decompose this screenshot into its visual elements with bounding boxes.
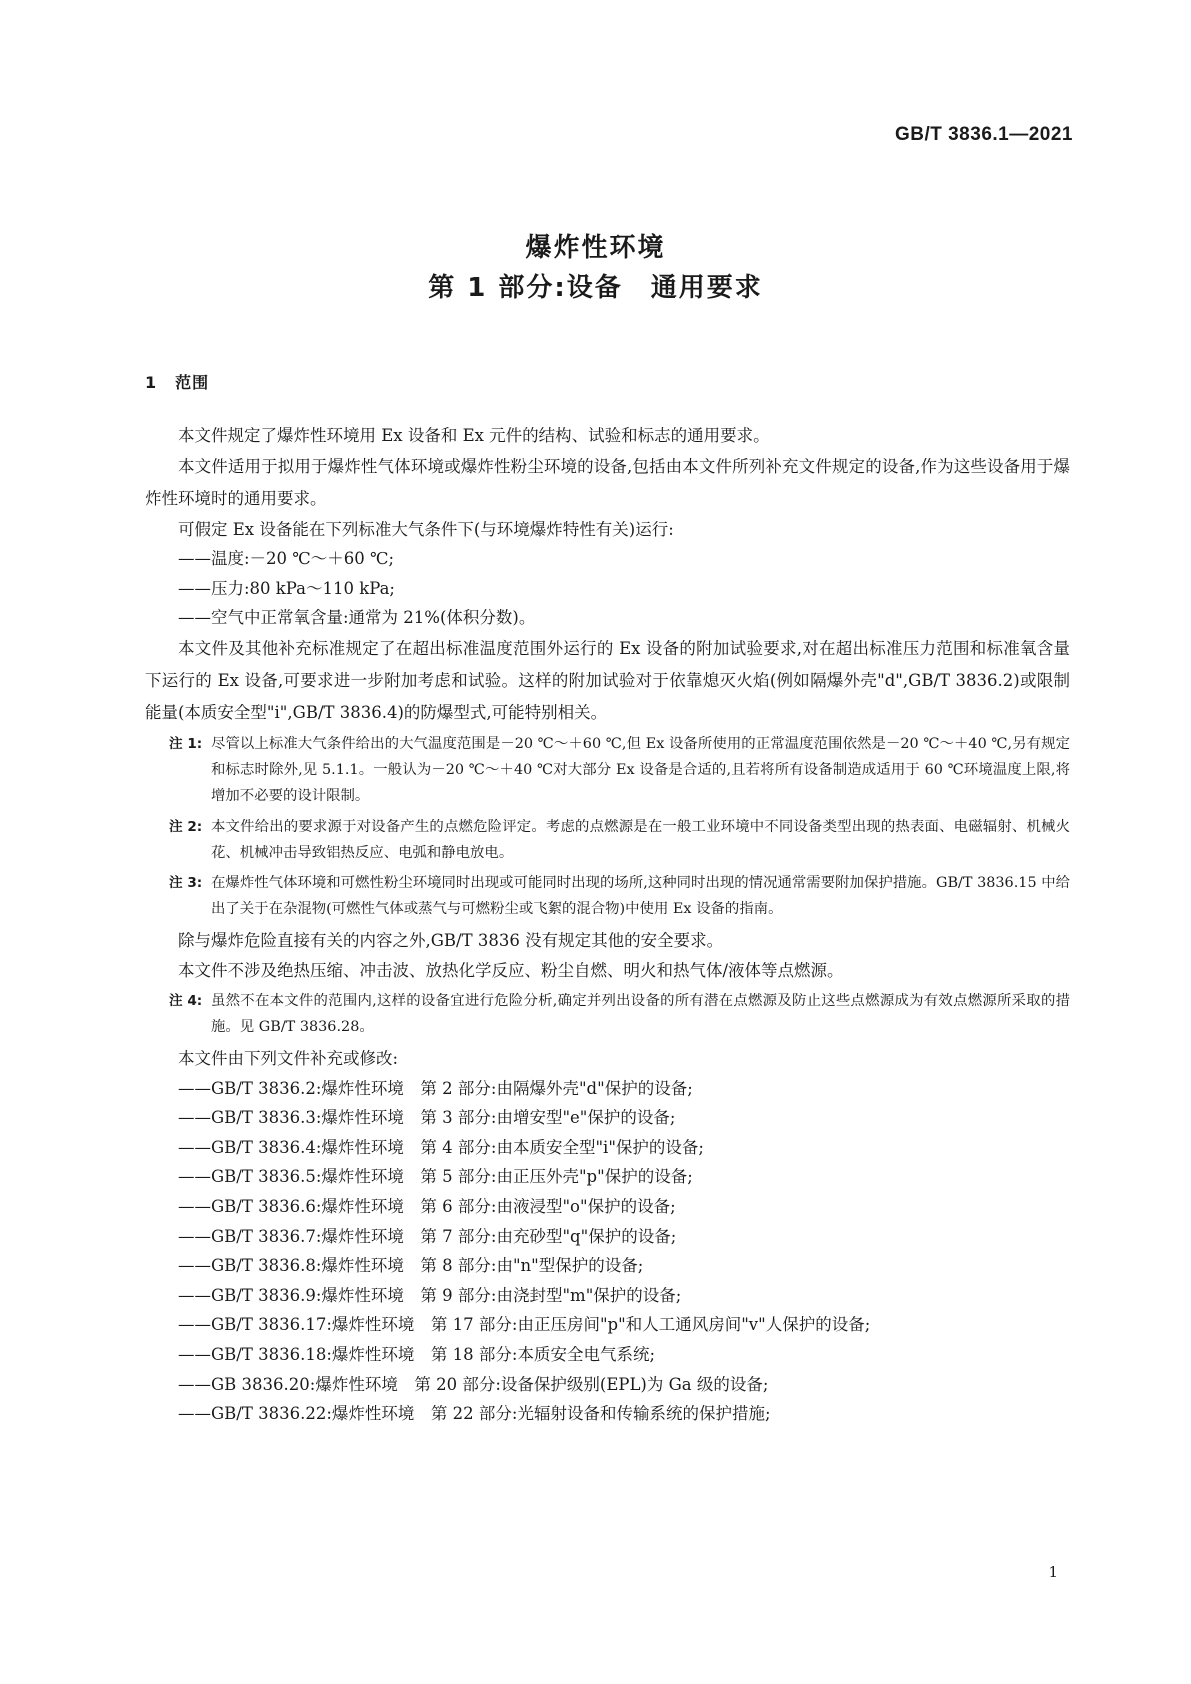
note-text: 尽管以上标准大气条件给出的大气温度范围是－20 ℃～＋60 ℃,但 Ex 设备所使用的正常温度范围依然是－20 ℃～＋40 ℃,另有规定和标志时除外,见 5.1.1。一般认为－20 ℃～＋40 ℃对大部分 Ex 设备是合适的,且若将所有设备制造成适用于 60 ℃环境温度上限,将增加不必要的设计限制。	[211, 735, 1070, 805]
paragraph-7: 本文件由下列文件补充或修改:	[178, 1048, 399, 1068]
paragraph-2: 本文件适用于拟用于爆炸性气体环境或爆炸性粉尘环境的设备,包括由本文件所列补充文件规定的设备,作为这些设备用于爆炸性环境时的通用要求。	[145, 456, 1070, 508]
document-title	[0, 228, 1191, 308]
note-label: 注 2:	[169, 818, 203, 835]
scope-body	[145, 421, 1070, 1429]
paragraph-6: 本文件不涉及绝热压缩、冲击波、放热化学反应、粉尘自燃、明火和热气体/液体等点燃源。	[178, 960, 844, 980]
supplement-item: ——GB/T 3836.17:爆炸性环境 第 17 部分:由正压房间"p"和人工通风房间"v"人保护的设备;	[178, 1315, 871, 1335]
supplement-item: ——GB/T 3836.2:爆炸性环境 第 2 部分:由隔爆外壳"d"保护的设备;	[178, 1078, 693, 1098]
note-label: 注 3:	[169, 874, 203, 891]
page-number: 1	[1048, 1563, 1058, 1581]
supplement-item: ——GB/T 3836.3:爆炸性环境 第 3 部分:由增安型"e"保护的设备;	[178, 1108, 676, 1128]
section-title: 范围	[175, 373, 210, 392]
supplement-item: ——GB/T 3836.7:爆炸性环境 第 7 部分:由充砂型"q"保护的设备;	[178, 1226, 677, 1246]
note-4	[145, 988, 1070, 1040]
note-label: 注 4:	[169, 992, 203, 1009]
paragraph-3: 可假定 Ex 设备能在下列标准大气条件下(与环境爆炸特性有关)运行:	[178, 519, 674, 539]
supplement-item: ——GB/T 3836.9:爆炸性环境 第 9 部分:由浇封型"m"保护的设备;	[178, 1285, 682, 1305]
supplement-item: ——GB 3836.20:爆炸性环境 第 20 部分:设备保护级别(EPL)为 Ga 级的设备;	[178, 1374, 769, 1394]
paragraph-4: 本文件及其他补充标准规定了在超出标准温度范围外运行的 Ex 设备的附加试验要求,对在超出标准压力范围和标准氧含量下运行的 Ex 设备,可要求进一步附加考虑和试验。这样的附加试验对于依靠熄灭火焰(例如隔爆外壳"d",GB/T 3836.2)或限制能量(本质安全型"i",GB/T 3836.4)的防爆型式,可能特别相关。	[145, 638, 1070, 722]
note-text: 虽然不在本文件的范围内,这样的设备宜进行危险分析,确定并列出设备的所有潜在点燃源及防止这些点燃源成为有效点燃源所采取的措施。见 GB/T 3836.28。	[211, 992, 1070, 1035]
note-3	[145, 870, 1070, 922]
condition-item: ——空气中正常氧含量:通常为 21%(体积分数)。	[178, 608, 536, 628]
note-text: 本文件给出的要求源于对设备产生的点燃危险评定。考虑的点燃源是在一般工业环境中不同设备类型出现的热表面、电磁辐射、机械火花、机械冲击导致铝热反应、电弧和静电放电。	[211, 818, 1070, 861]
title-line-2: 第 1 部分:设备 通用要求	[428, 273, 763, 303]
condition-item: ——温度:－20 ℃～＋60 ℃;	[178, 549, 395, 569]
note-2	[145, 814, 1070, 866]
paragraph-5: 除与爆炸危险直接有关的内容之外,GB/T 3836 没有规定其他的安全要求。	[178, 931, 724, 951]
standard-number: GB/T 3836.1—2021	[894, 124, 1073, 145]
section-heading	[145, 370, 209, 393]
note-label: 注 1:	[169, 735, 203, 752]
supplement-item: ——GB/T 3836.5:爆炸性环境 第 5 部分:由正压外壳"p"保护的设备;	[178, 1167, 693, 1187]
section-number: 1	[145, 373, 158, 392]
supplement-item: ——GB/T 3836.6:爆炸性环境 第 6 部分:由液浸型"o"保护的设备;	[178, 1196, 676, 1216]
note-text: 在爆炸性气体环境和可燃性粉尘环境同时出现或可能同时出现的场所,这种同时出现的情况通常需要附加保护措施。GB/T 3836.15 中给出了关于在杂混物(可燃性气体或蒸气与可燃粉尘或飞絮的混合物)中使用 Ex 设备的指南。	[211, 874, 1070, 918]
supplement-item: ——GB/T 3836.4:爆炸性环境 第 4 部分:由本质安全型"i"保护的设备;	[178, 1137, 704, 1157]
note-1	[145, 731, 1070, 810]
supplement-item: ——GB/T 3836.22:爆炸性环境 第 22 部分:光辐射设备和传输系统的保护措施;	[178, 1404, 771, 1424]
title-line-1: 爆炸性环境	[525, 233, 666, 263]
paragraph-1: 本文件规定了爆炸性环境用 Ex 设备和 Ex 元件的结构、试验和标志的通用要求。	[178, 426, 770, 445]
condition-item: ——压力:80 kPa～110 kPa;	[178, 578, 395, 598]
supplement-item: ——GB/T 3836.18:爆炸性环境 第 18 部分:本质安全电气系统;	[178, 1344, 656, 1364]
supplement-item: ——GB/T 3836.8:爆炸性环境 第 8 部分:由"n"型保护的设备;	[178, 1256, 644, 1276]
